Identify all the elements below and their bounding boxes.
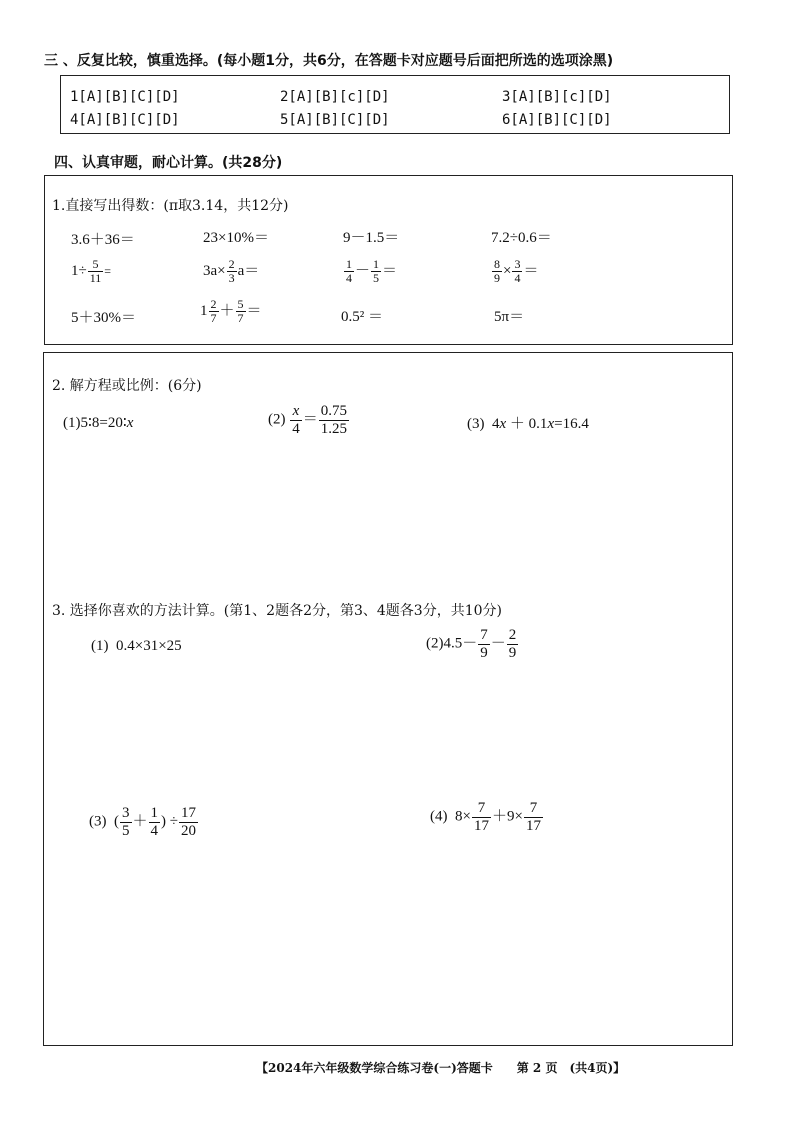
page-footer: 【2024年六年级数学综合练习卷(一)答题卡 第 2 页 (共4页)】 xyxy=(256,1061,626,1075)
q3-title: 3. 选择你喜欢的方法计算。(第1、2题各2分，第3、4题各3分，共10分) xyxy=(52,603,502,619)
q1-item-12: 5π＝ xyxy=(494,309,525,325)
choice-row-1[interactable]: 1[A][B][C][D] xyxy=(70,89,180,105)
q1-item-4: 7.2÷0.6＝ xyxy=(491,230,552,246)
q2-problem-2: (2) $\frac{x}{4}$ ＝ $\frac{0.75}{1.25}$ xyxy=(268,403,348,437)
q3-problem-4: (4) 8× $\frac{7}{17}$ ＋9× $\frac{7}{17}$ xyxy=(430,800,541,834)
choice-row-3[interactable]: 3[A][B][c][D] xyxy=(502,89,612,105)
q1-item-3: 9－1.5＝ xyxy=(343,230,400,246)
q1-item-5: 1÷ $\frac{5}{11}$ = xyxy=(71,257,112,286)
q2-q3-box xyxy=(43,352,733,1046)
choice-row-5[interactable]: 5[A][B][C][D] xyxy=(280,112,390,128)
q2-problem-1: (1)5∶8=20∶x xyxy=(63,415,134,431)
q3-problem-1: (1) 0.4×31×25 xyxy=(91,638,182,654)
q1-item-2: 23×10%＝ xyxy=(203,230,269,246)
choice-row-4[interactable]: 4[A][B][C][D] xyxy=(70,112,180,128)
q1-item-11: 0.5² ＝ xyxy=(341,309,383,325)
q1-item-6: 3a× $\frac{2}{3}$ a＝ xyxy=(203,257,260,286)
q1-item-1: 3.6＋36＝ xyxy=(71,232,135,248)
section3-heading: 三 、反复比较，慎重选择。(每小题1分，共6分，在答题卡对应题号后面把所选的选项涂黑) xyxy=(44,53,614,69)
section4-heading: 四、认真审题，耐心计算。(共28分) xyxy=(54,155,283,171)
choice-row-2[interactable]: 2[A][B][c][D] xyxy=(280,89,390,105)
q3-problem-2: (2)4.5－ $\frac{7}{9}$ － $\frac{2}{9}$ xyxy=(426,627,517,661)
q1-item-9: 5＋30%＝ xyxy=(71,310,136,326)
q1-item-8: $\frac{8}{9}$ × $\frac{3}{4}$ ＝ xyxy=(494,257,539,286)
choice-row-6[interactable]: 6[A][B][C][D] xyxy=(502,112,612,128)
q1-item-7: $\frac{1}{4}$ － $\frac{1}{5}$ ＝ xyxy=(346,257,398,286)
q3-problem-3: (3) ( $\frac{3}{5}$ ＋ $\frac{1}{4}$ ) ÷ $\frac{17}{20}$ xyxy=(89,805,196,839)
q2-title: 2. 解方程或比例：(6分) xyxy=(52,378,202,394)
q1-title: 1.直接写出得数：(π取3.14，共12分) xyxy=(52,198,289,214)
q2-problem-3: (3) 4x ＋ 0.1x=16.4 xyxy=(467,416,589,432)
q1-item-10: 1 $\frac{2}{7}$ ＋ $\frac{5}{7}$ ＝ xyxy=(200,297,262,326)
